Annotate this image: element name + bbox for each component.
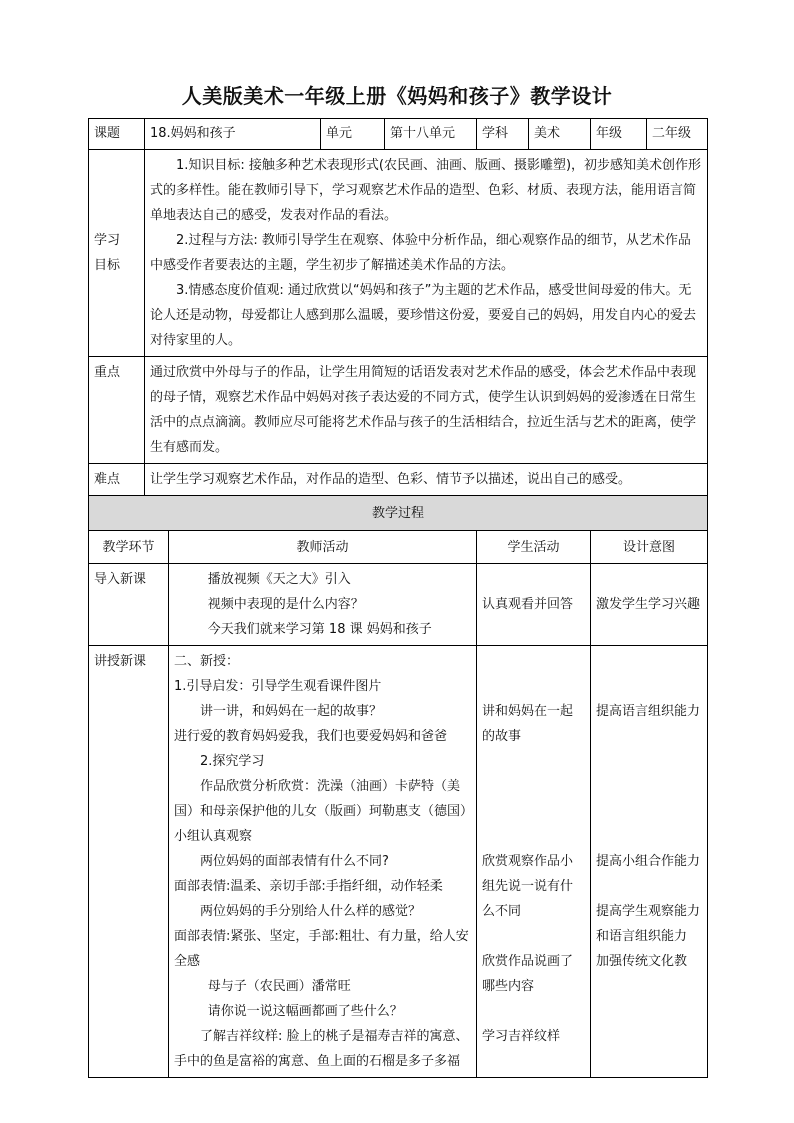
goal-process: 2.过程与方法: 教师引导学生在观察、体验中分析作品，细心观察作品的细节，从艺术作品中感受作者要表达的主题，学生初步了解描述美术作品的方法。: [150, 233, 691, 273]
lecture-stage: 讲授新课: [89, 646, 169, 1078]
danyuan-label: 单元: [321, 119, 385, 150]
lecture-intent: 提高语言组织能力 提高小组合作能力 提高学生观察能力和语言组织能力 加强传统文化教: [591, 646, 708, 1078]
keti-label: 课题: [89, 119, 145, 150]
intro-student: 认真观看并回答: [477, 564, 591, 646]
col-intent: 设计意图: [591, 531, 708, 564]
lecture-student: 讲和妈妈在一起的故事 欣赏观察作品小组先说一说有什么不同 欣赏作品说画了哪些内容 学习吉祥纹样: [477, 646, 591, 1078]
key-point-row: [89, 357, 708, 464]
process-header-row: [89, 496, 708, 531]
goal-knowledge: 1.知识目标: 接触多种艺术表现形式(农民画、油画、版画、摄影雕塑)，初步感知美术创作形式的多样性。能在教师引导下，学习观察艺术作品的造型、色彩、材质、表现方法，能用语言简单地表达自己的感受，发表对作品的看法。: [150, 158, 702, 223]
nianji-label: 年级: [591, 119, 647, 150]
col-student: 学生活动: [477, 531, 591, 564]
danyuan-value: 第十八单元: [385, 119, 477, 150]
keti-value: 18.妈妈和孩子: [145, 119, 321, 150]
process-header: 教学过程: [89, 496, 708, 531]
document-title: 人美版美术一年级上册《妈妈和孩子》教学设计: [181, 84, 613, 108]
xueke-value: 美术: [529, 119, 591, 150]
intro-stage: 导入新课: [89, 564, 169, 646]
nianji-value: 二年级: [647, 119, 708, 150]
lesson-plan-table: [88, 118, 708, 1078]
goals-row: [89, 150, 708, 357]
col-teacher: 教师活动: [169, 531, 477, 564]
key-point-content: 通过欣赏中外母与子的作品，让学生用简短的话语发表对艺术作品的感受，体会艺术作品中表现的母子情，观察艺术作品中妈妈对孩子表达爱的不同方式，使学生认识到妈妈的爱渗透在日常生活中的点点滴滴。教师应尽可能将艺术作品与孩子的生活相结合，拉近生活与艺术的距离，使学生有感而发。: [145, 357, 708, 464]
difficulty-row: [89, 464, 708, 496]
goals-label: 学习 目标: [89, 150, 145, 357]
lecture-teacher: 二、新授： 1.引导启发：引导学生观看课件图片 讲一讲，和妈妈在一起的故事？ 进行爱的教育妈妈爱我，我们也要爱妈妈和爸爸 2.探究学习 作品欣赏分析欣赏：洗澡（油画）卡萨特（美国）和母亲保护他的儿女（版画）珂勒惠支（德国）小组认真观察 两位妈妈的面部表情有什么不同? 面部表情:温柔、亲切手部:手指纤细，动作轻柔 两位妈妈的手分别给人什么样的感觉？ 面部表情:紧张、坚定，手部:粗壮、有力量，给人安全感 母与子（农民画）潘常旺 请你说一说这幅画都画了些什么？ 了解吉祥纹样: 脸上的桃子是福寿吉祥的寓意、手中的鱼是富裕的寓意、鱼上面的石榴是多子多福: [169, 646, 477, 1078]
goals-content: [145, 150, 708, 357]
col-stage: 教学环节: [89, 531, 169, 564]
goal-emotion: 3.情感态度价值观: 通过欣赏以“妈妈和孩子”为主题的艺术作品，感受世间母爱的伟大。无论人还是动物，母爱都让人感到那么温暖，要珍惜这份爱，要爱自己的妈妈，用发自内心的爱去对待家里的人。: [150, 283, 697, 348]
intro-teacher: 播放视频《天之大》引入 视频中表现的是什么内容？ 今天我们就来学习第 18 课 妈妈和孩子: [169, 564, 477, 646]
intro-intent: 激发学生学习兴趣: [591, 564, 708, 646]
column-header-row: [89, 531, 708, 564]
intro-row: [89, 564, 708, 646]
xueke-label: 学科: [477, 119, 529, 150]
key-point-label: 重点: [89, 357, 145, 464]
info-row: [89, 119, 708, 150]
difficulty-content: 让学生学习观察艺术作品，对作品的造型、色彩、情节予以描述，说出自己的感受。: [145, 464, 708, 496]
lecture-row: [89, 646, 708, 1078]
difficulty-label: 难点: [89, 464, 145, 496]
